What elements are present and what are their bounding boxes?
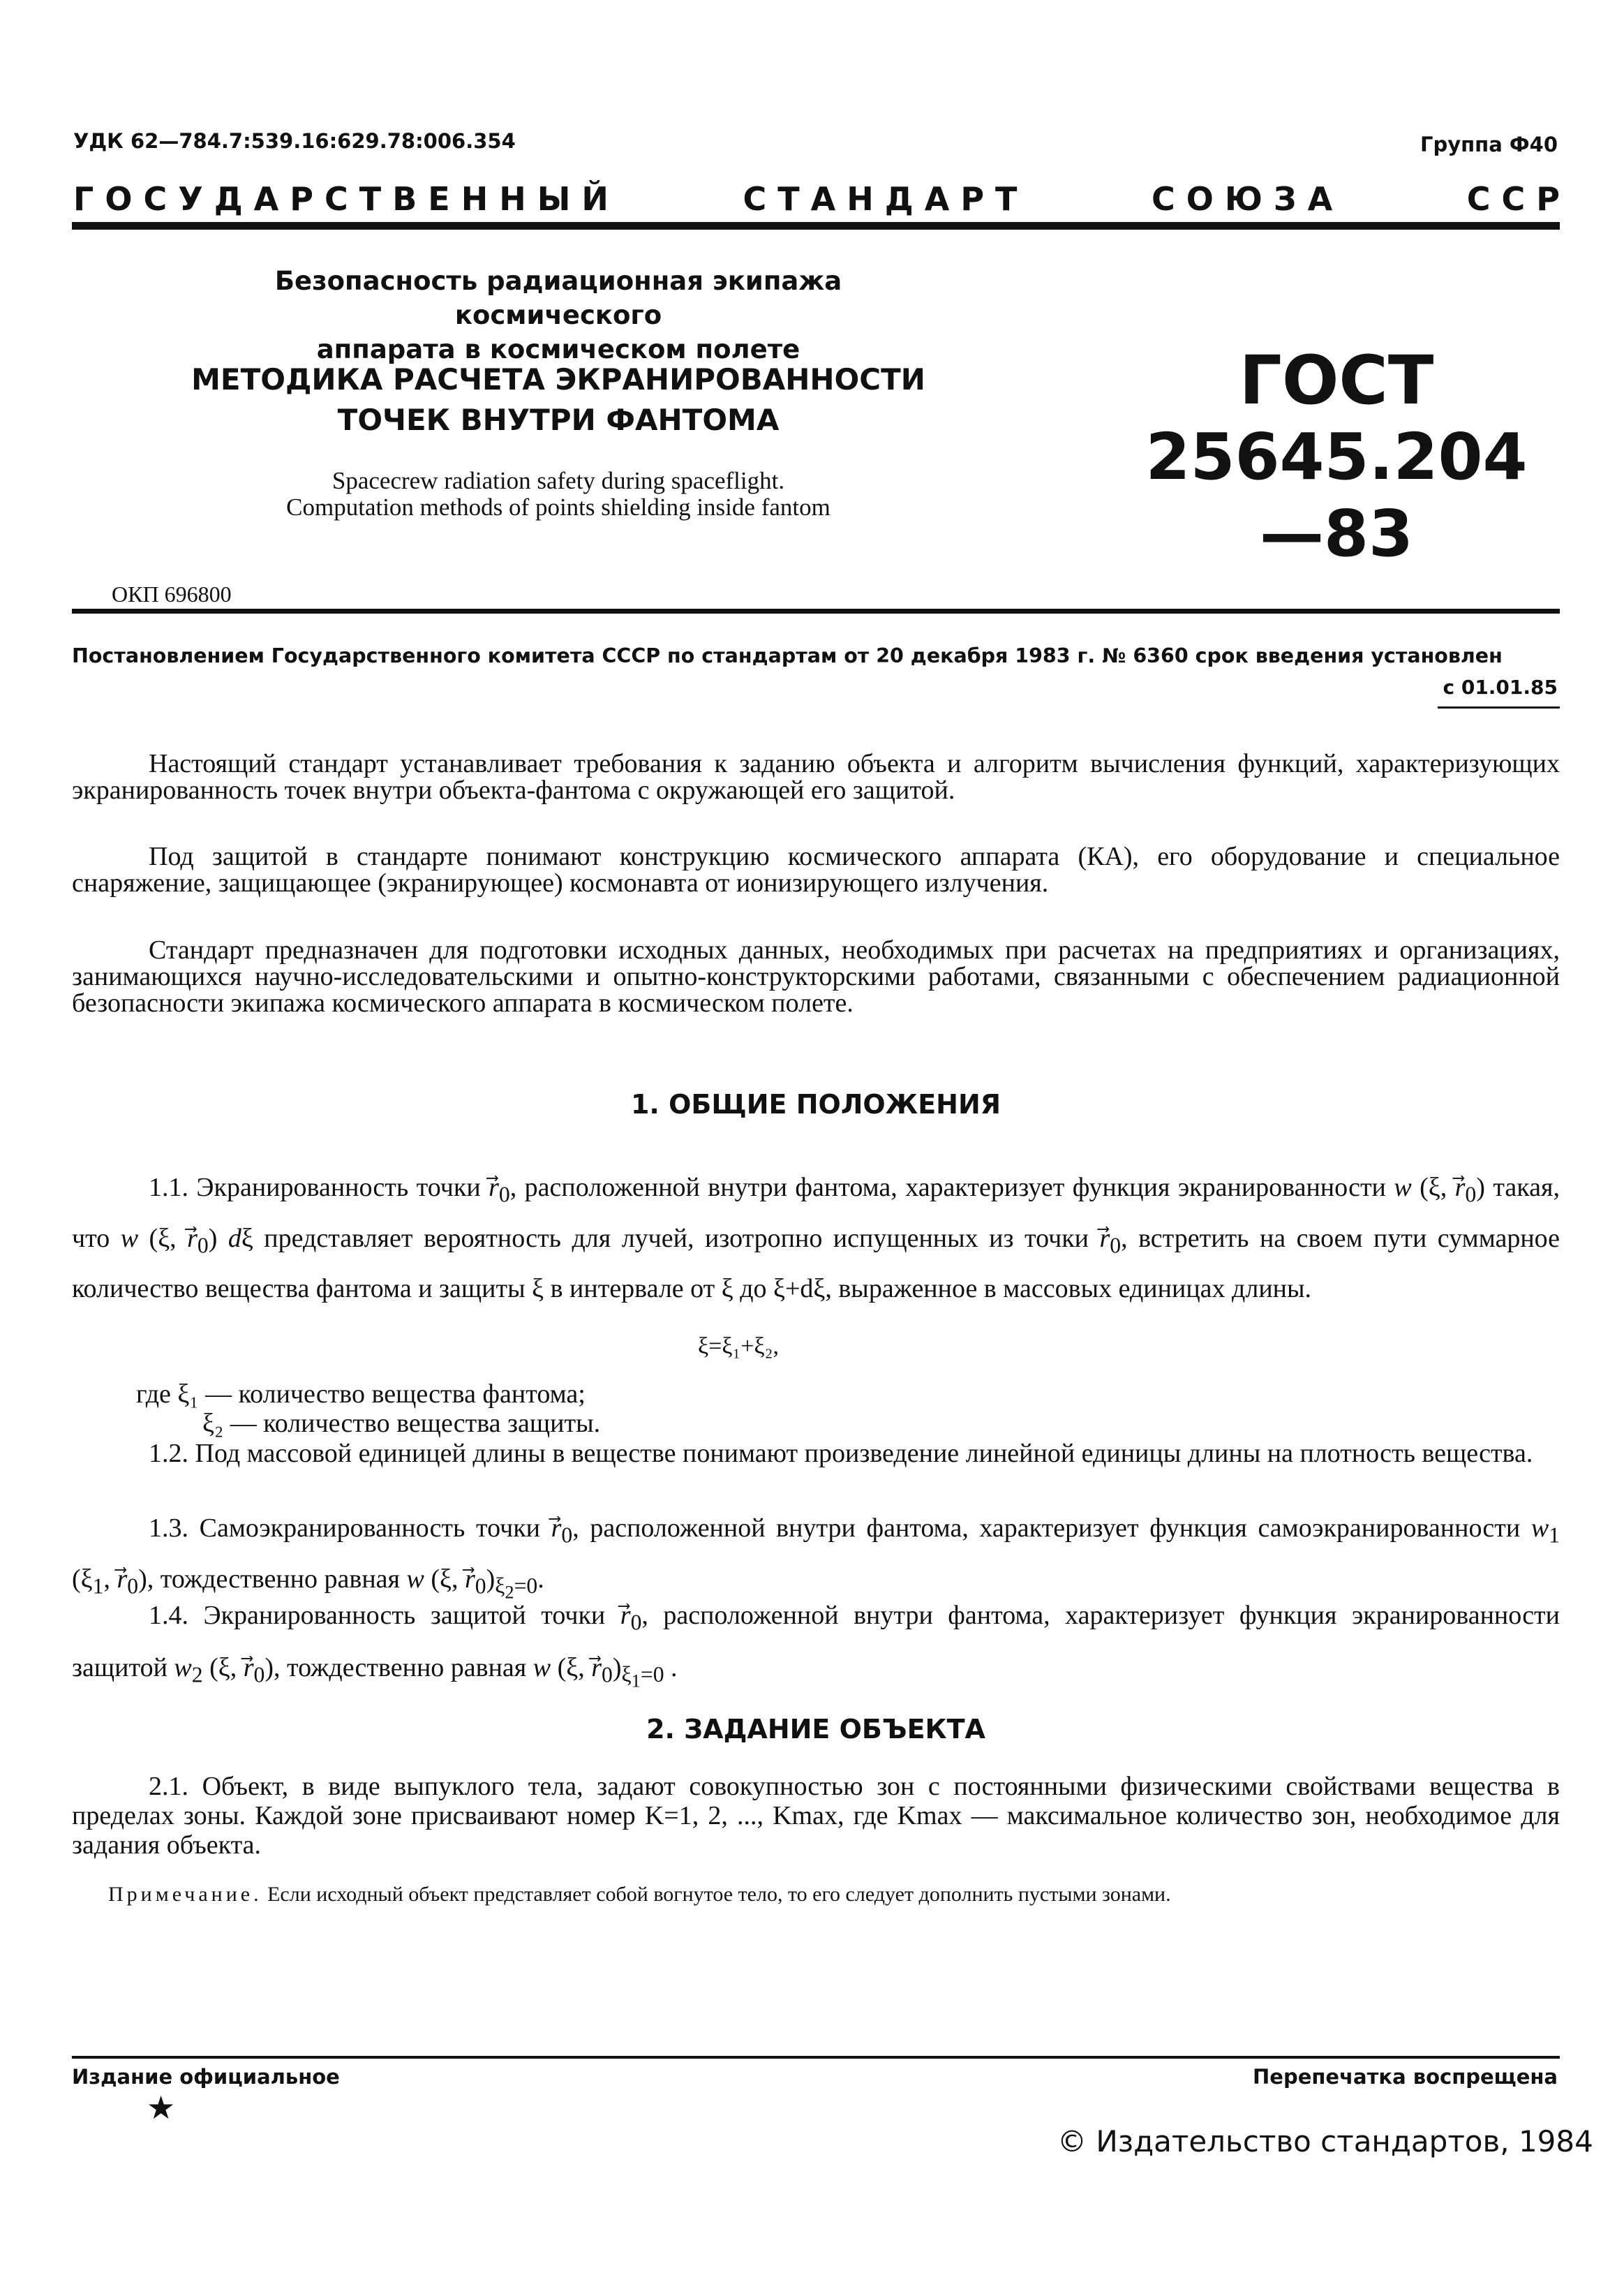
clause-1-1: 1.1. Экранированность точки $r_0$, расположенной внутри фантома, характеризует функция экранированности w (ξ, $r_0$) такая, что w (ξ, $r_0$) dξ представляет вероятность для лучей, изотропно испущенных из точки $r_0$, встретить на своем пути суммарное количество вещества фантома и защиты ξ в интервале от ξ до ξ+dξ, выраженное в массовых единицах длины. <box>72 1173 1560 1304</box>
clause-1-2: 1.2. Под массовой единицей длины в веществе понимают произведение линейной единицы длины на плотность вещества. <box>149 1439 1533 1468</box>
method-title-line1: МЕТОДИКА РАСЧЕТА ЭКРАНИРОВАННОСТИ <box>191 362 925 397</box>
gost-number: 25645.204—83 <box>1145 420 1528 571</box>
effective-date: с 01.01.85 <box>1443 676 1558 699</box>
note-text: Если исходный объект представляет собой вогнутое тело, то его следует дополнить пустыми зонами. <box>262 1883 1171 1906</box>
formula-total-matter: ξ=ξ₁+ξ₂, <box>698 1333 780 1359</box>
note-label: Примечание. <box>108 1883 262 1906</box>
clause-1-4: 1.4. Экранированность защитой точки $r_0$, расположенной внутри фантома, характеризует функция экранированности защитой $w_2$ (ξ, $r_0$), тождественно равная w (ξ, $r_0)_{\xi_1=0}$ . <box>72 1601 1560 1691</box>
banner-word-union: С О Ю З А <box>1151 180 1333 218</box>
english-title-line2: Computation methods of points shielding inside fantom <box>286 494 830 521</box>
udk-code: УДК 62—784.7:539.16:629.78:006.354 <box>73 129 516 153</box>
okp-rule <box>72 609 1560 614</box>
publisher-copyright: © Издательство стандартов, 1984 <box>1057 2124 1593 2158</box>
reprint-forbidden-label: Перепечатка воспрещена <box>1253 2065 1558 2089</box>
subject-title-line1: Безопасность радиационная экипажа космического <box>274 266 842 330</box>
banner-word-standard: С Т А Н Д А Р Т <box>743 180 1018 218</box>
definition-phantom-matter: где ξ₁ — количество вещества фантома; <box>136 1379 586 1409</box>
intro-paragraph-protection: Под защитой в стандарте понимают конструкцию космического аппарата (КА), его оборудование и специальное снаряжение, защищающее (экранирующее) космонавта от ионизирующего излучения. <box>72 842 1560 898</box>
gost-label: ГОСТ <box>1239 341 1434 420</box>
section-heading-general: 1. ОБЩИЕ ПОЛОЖЕНИЯ <box>630 1089 1001 1120</box>
english-title-line1: Spacecrew radiation safety during spaceflight. <box>331 467 785 494</box>
okp-code: ОКП 696800 <box>112 582 232 607</box>
english-title <box>174 468 942 521</box>
section-heading-object: 2. ЗАДАНИЕ ОБЪЕКТА <box>646 1714 985 1745</box>
effective-date-underline <box>1438 706 1560 709</box>
intro-paragraph-scope: Настоящий стандарт устанавливает требования к заданию объекта и алгоритм вычисления функций, характеризующих экранированность точек внутри объекта-фантома с окружающей его защитой. <box>72 749 1560 805</box>
footer-rule <box>72 2056 1560 2059</box>
banner-word-ussr: С С Р <box>1466 180 1560 218</box>
official-edition-label: Издание официальное <box>72 2065 340 2089</box>
definition-protection-matter: ξ₂ — количество вещества защиты. <box>202 1409 601 1438</box>
header-rule <box>72 222 1560 230</box>
method-title <box>174 360 942 440</box>
intro-paragraph-purpose: Стандарт предназначен для подготовки исходных данных, необходимых при расчетах на предприятиях и организациях, занимающихся научно-исследовательскими и опытно-конструкторскими работами, связанными с обеспечением радиационной безопасности экипажа космического аппарата в космическом полете. <box>72 935 1560 1018</box>
group-code: Группа Ф40 <box>1420 133 1558 156</box>
subject-title-line2: аппарата в космическом полете <box>316 334 800 364</box>
banner-word-state: Г О С У Д А Р С Т В Е Н Н Ы Й <box>73 180 609 218</box>
decree-text: Постановлением Государственного комитета СССР по стандартам от 20 декабря 1983 г. № 6360 срок введения установлен <box>72 644 1503 667</box>
clause-1-3: 1.3. Самоэкранированность точки $r_0$, расположенной внутри фантома, характеризует функция самоэкранированности $w_1$ ($\xi_1$, $r_0$), тождественно равная w (ξ, $r_0)_{\xi_2=0}$. <box>72 1513 1560 1603</box>
clause-2-1: 2.1. Объект, в виде выпуклого тела, задают совокупностью зон с постоянными физическими свойствами вещества в пределах зоны. Каждой зоне присваивают номер K=1, 2, ..., Kmax, где Kmax — максимальное количество зон, необходимое для задания объекта. <box>72 1772 1560 1860</box>
star-icon: ★ <box>147 2090 176 2126</box>
method-title-line2: ТОЧЕК ВНУТРИ ФАНТОМА <box>337 403 780 437</box>
state-standard-banner <box>73 180 1560 218</box>
note <box>72 1883 1560 1906</box>
subject-title <box>174 264 942 366</box>
